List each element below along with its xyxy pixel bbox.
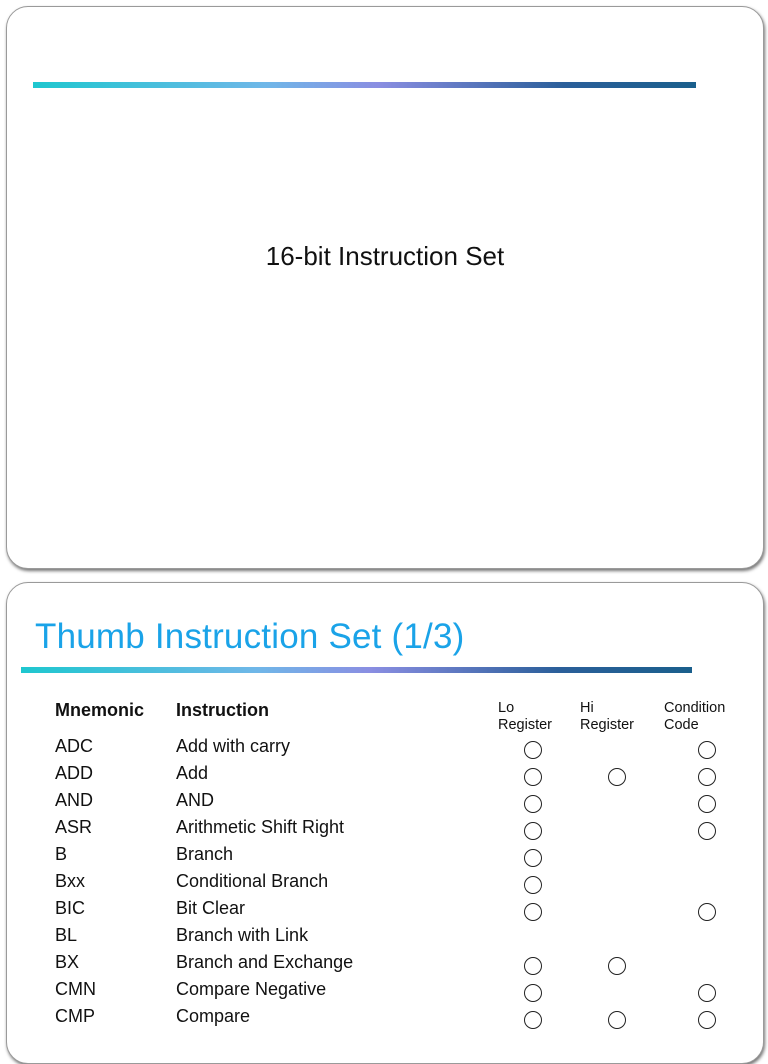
lo-register-circle-icon [524,876,542,894]
header-cc-line2: Code [664,717,699,733]
header-hi-register [580,700,634,734]
mnemonic-cell: BIC [55,898,86,918]
table-row [7,844,763,870]
mnemonic-cell: CMN [55,979,96,999]
header-cc-line1: Condition [664,700,726,716]
title-slide [6,6,764,569]
hi-register-circle-icon [608,768,626,786]
lo-register-circle-icon [524,1011,542,1029]
condition-code-circle-icon [698,1011,716,1029]
instruction-cell: Compare Negative [176,979,327,999]
instruction-cell: AND [176,790,215,810]
lo-register-circle-icon [524,957,542,975]
accent-bar [33,82,696,88]
header-hi-line2: Register [580,717,634,733]
table-row [7,925,763,951]
table-row [7,952,763,978]
table-row [7,736,763,762]
mnemonic-cell: BL [55,925,78,945]
lo-register-circle-icon [524,822,542,840]
table-row [7,871,763,897]
mnemonic-cell: ADD [55,763,94,783]
instruction-cell: Compare [176,1006,251,1026]
instruction-cell: Add with carry [176,736,291,756]
mnemonic-cell: ASR [55,817,93,837]
header-hi-line1: Hi [580,700,594,716]
header-mnemonic: Mnemonic [55,700,145,720]
condition-code-circle-icon [698,741,716,759]
table-row [7,979,763,1005]
table-row [7,790,763,816]
lo-register-circle-icon [524,984,542,1002]
condition-code-circle-icon [698,768,716,786]
header-instruction: Instruction [176,700,269,720]
mnemonic-cell: BX [55,952,80,972]
mnemonic-cell: ADC [55,736,94,756]
mnemonic-cell: AND [55,790,94,810]
slide-heading: Thumb Instruction Set (1/3) [35,617,465,656]
condition-code-circle-icon [698,795,716,813]
mnemonic-cell: B [55,844,68,864]
condition-code-circle-icon [698,903,716,921]
accent-bar [21,667,692,673]
instruction-cell: Add [176,763,209,783]
header-condition-code [664,700,725,734]
mnemonic-cell: CMP [55,1006,95,1026]
table-row [7,1006,763,1032]
instruction-cell: Branch with Link [176,925,309,945]
content-slide [6,582,764,1064]
instruction-cell: Bit Clear [176,898,246,918]
table-row [7,898,763,924]
header-lo-register [498,700,552,734]
slide-title: 16-bit Instruction Set [265,241,505,271]
mnemonic-cell: Bxx [55,871,86,891]
condition-code-circle-icon [698,984,716,1002]
instruction-cell: Arithmetic Shift Right [176,817,345,837]
lo-register-circle-icon [524,768,542,786]
table-row [7,817,763,843]
lo-register-circle-icon [524,741,542,759]
condition-code-circle-icon [698,822,716,840]
hi-register-circle-icon [608,957,626,975]
hi-register-circle-icon [608,1011,626,1029]
lo-register-circle-icon [524,795,542,813]
instruction-cell: Branch [176,844,234,864]
header-lo-line2: Register [498,717,552,733]
instruction-cell: Branch and Exchange [176,952,354,972]
instruction-cell: Conditional Branch [176,871,329,891]
lo-register-circle-icon [524,849,542,867]
lo-register-circle-icon [524,903,542,921]
header-lo-line1: Lo [498,700,515,716]
table-row [7,763,763,789]
